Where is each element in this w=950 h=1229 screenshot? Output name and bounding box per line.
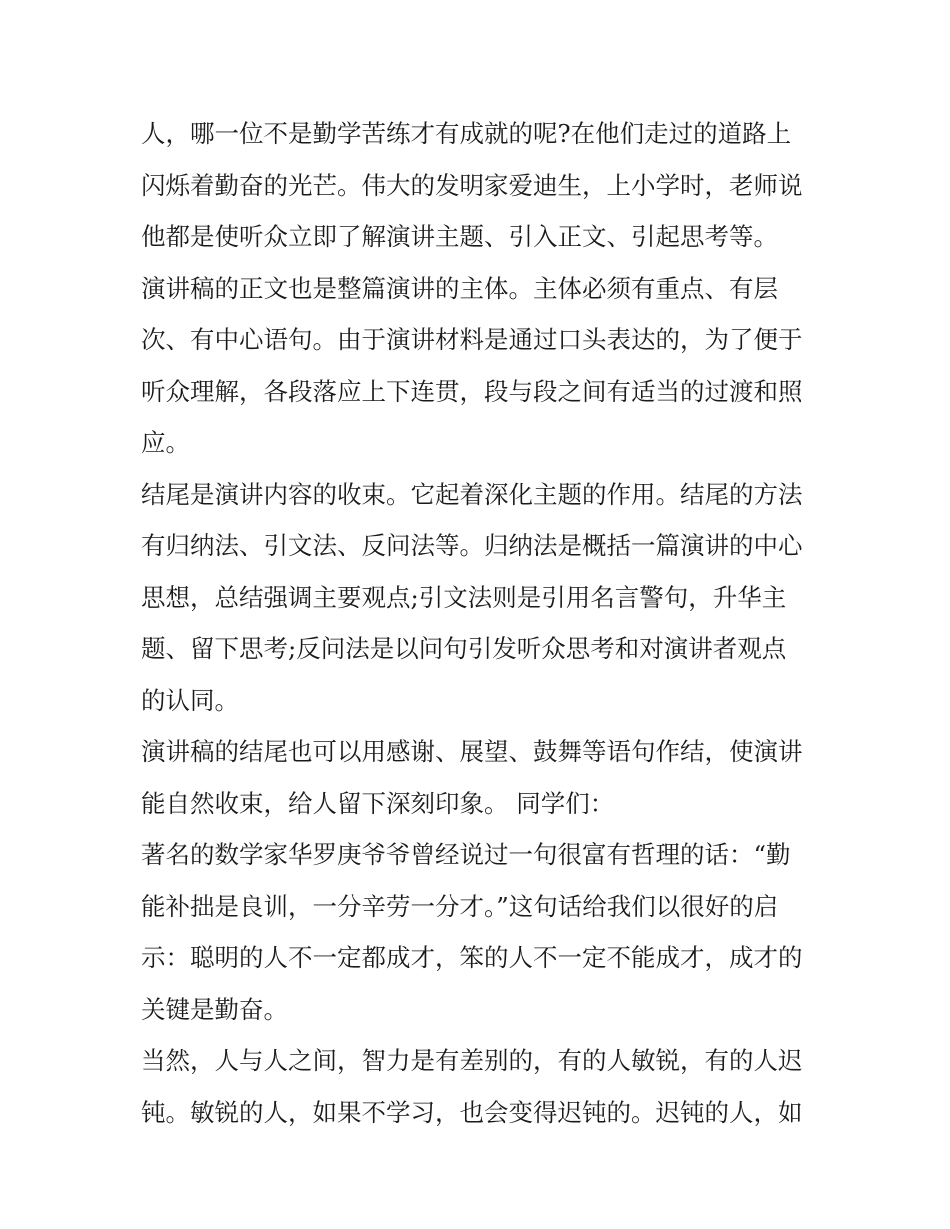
text-line: 钝。敏锐的人，如果不学习，也会变得迟钝的。迟钝的人，如: [141, 1097, 803, 1127]
text-line: 题、留下思考;反问法是以问句引发听众思考和对演讲者观点: [141, 634, 787, 663]
text-line: 闪烁着勤奋的光芒。伟大的发明家爱迪生，上小学时，老师说: [141, 170, 803, 200]
text-line: 关键是勤奋。: [141, 994, 288, 1024]
text-line: 应。: [141, 428, 190, 457]
text-line: 示：聪明的人不一定都成才，笨的人不一定不能成才，成才的: [141, 943, 803, 972]
text-line: 次、有中心语句。由于演讲材料是通过口头表达的，为了便于: [141, 325, 803, 354]
text-line: 著名的数学家华罗庚爷爷曾经说过一句很富有哲理的话：“勤: [141, 840, 791, 869]
text-line: 人，哪一位不是勤学苦练才有成就的呢?在他们走过的道路上: [141, 119, 792, 148]
text-line: 他都是使听众立即了解演讲主题、引入正文、引起思考等。: [141, 222, 778, 251]
text-line: 演讲稿的正文也是整篇演讲的主体。主体必须有重点、有层: [141, 273, 778, 303]
body-text: [141, 108, 821, 1138]
text-line: 能补拙是良训，一分辛劳一分才。”这句话给我们以很好的启: [141, 891, 779, 921]
text-line: 有归纳法、引文法、反问法等。归纳法是概括一篇演讲的中心: [141, 531, 803, 560]
text-line: 思想，总结强调主要观点;引文法则是引用名言警句，升华主: [141, 582, 787, 612]
text-line: 演讲稿的结尾也可以用感谢、展望、鼓舞等语句作结，使演讲: [141, 737, 803, 766]
text-line: 的认同。: [141, 685, 239, 715]
text-line: 能自然收束，给人留下深刻印象。 同学们：: [141, 788, 615, 818]
text-line: 听众理解，各段落应上下连贯，段与段之间有适当的过渡和照: [141, 376, 803, 406]
text-line: 当然，人与人之间，智力是有差别的，有的人敏锐，有的人迟: [141, 1046, 803, 1075]
text-line: 结尾是演讲内容的收束。它起着深化主题的作用。结尾的方法: [141, 479, 803, 509]
